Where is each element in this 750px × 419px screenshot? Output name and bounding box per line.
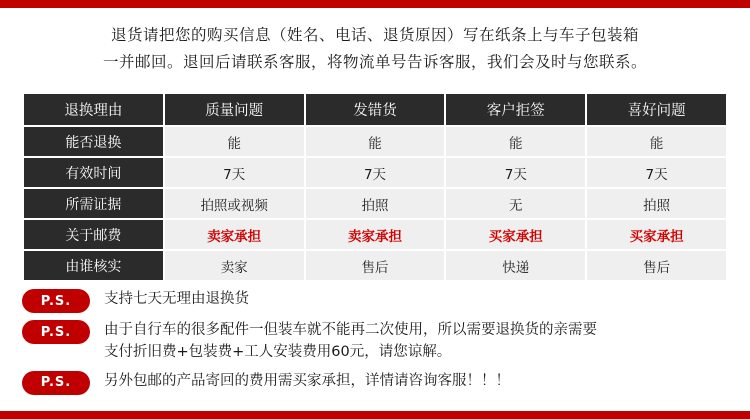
table-cell: 能: [445, 126, 586, 157]
table-cell: 能: [586, 126, 727, 157]
table-header-row: [23, 93, 727, 126]
note-line-2: 支付折旧费+包装费+工人安装费用60元，请您谅解。: [104, 344, 452, 361]
intro-line-1: 退货请把您的购买信息（姓名、电话、退货原因）写在纸条上与车子包装箱: [110, 26, 639, 44]
table-cell: 拍照: [586, 188, 727, 219]
table-header-cell-0: 退换理由: [23, 93, 164, 126]
table-cell: 售后: [305, 250, 446, 281]
row-label: 关于邮费: [23, 219, 164, 250]
note-line-1: 另外包邮的产品寄回的费用需买家承担，详情请咨询客服！！！: [104, 372, 510, 389]
table-row: [23, 219, 727, 250]
table-cell: 买家承担: [586, 219, 727, 250]
table-cell: 7天: [305, 157, 446, 188]
notes-list: [22, 288, 732, 401]
row-label: 能否退换: [23, 126, 164, 157]
ps-badge: P.S.: [22, 320, 90, 344]
table-cell: 卖家承担: [164, 219, 305, 250]
ps-badge: P.S.: [22, 289, 90, 313]
table-cell: 拍照: [305, 188, 446, 219]
table-row: [23, 157, 727, 188]
table-cell: 7天: [445, 157, 586, 188]
table-header-cell-1: 质量问题: [164, 93, 305, 126]
table-cell: 快递: [445, 250, 586, 281]
table-cell: 无: [445, 188, 586, 219]
table-header-cell-4: 喜好问题: [586, 93, 727, 126]
table-cell: 7天: [586, 157, 727, 188]
table-row: [23, 188, 727, 219]
return-policy-table: [22, 92, 728, 282]
row-label: 由谁核实: [23, 250, 164, 281]
table-header-cell-3: 客户拒签: [445, 93, 586, 126]
row-label: 有效时间: [23, 157, 164, 188]
note-text: [104, 370, 732, 392]
ps-badge: P.S.: [22, 371, 90, 395]
top-accent-bar: [0, 0, 750, 8]
table-cell: 卖家: [164, 250, 305, 281]
note-item: [22, 319, 732, 364]
bottom-accent-bar: [0, 411, 750, 419]
row-label: 所需证据: [23, 188, 164, 219]
table-cell: 7天: [164, 157, 305, 188]
note-text: [104, 288, 732, 310]
intro-line-2: 一并邮回。退回后请联系客服，将物流单号告诉客服，我们会及时与您联系。: [102, 53, 647, 72]
table-header-cell-2: 发错货: [305, 93, 446, 126]
table-cell: 拍照或视频: [164, 188, 305, 219]
note-line-1: 支持七天无理由退换货: [104, 291, 249, 307]
table-row: [23, 250, 727, 281]
table-cell: 能: [305, 126, 446, 157]
note-item: [22, 370, 732, 395]
table-cell: 卖家承担: [305, 219, 446, 250]
note-text: [104, 319, 732, 364]
note-item: [22, 288, 732, 313]
intro-paragraph: [0, 22, 750, 76]
note-line-1: 由于自行车的很多配件一但装车就不能再二次使用，所以需要退换货的亲需要: [104, 322, 597, 338]
table-cell: 售后: [586, 250, 727, 281]
table-cell: 买家承担: [445, 219, 586, 250]
table-row: [23, 126, 727, 157]
table-cell: 能: [164, 126, 305, 157]
